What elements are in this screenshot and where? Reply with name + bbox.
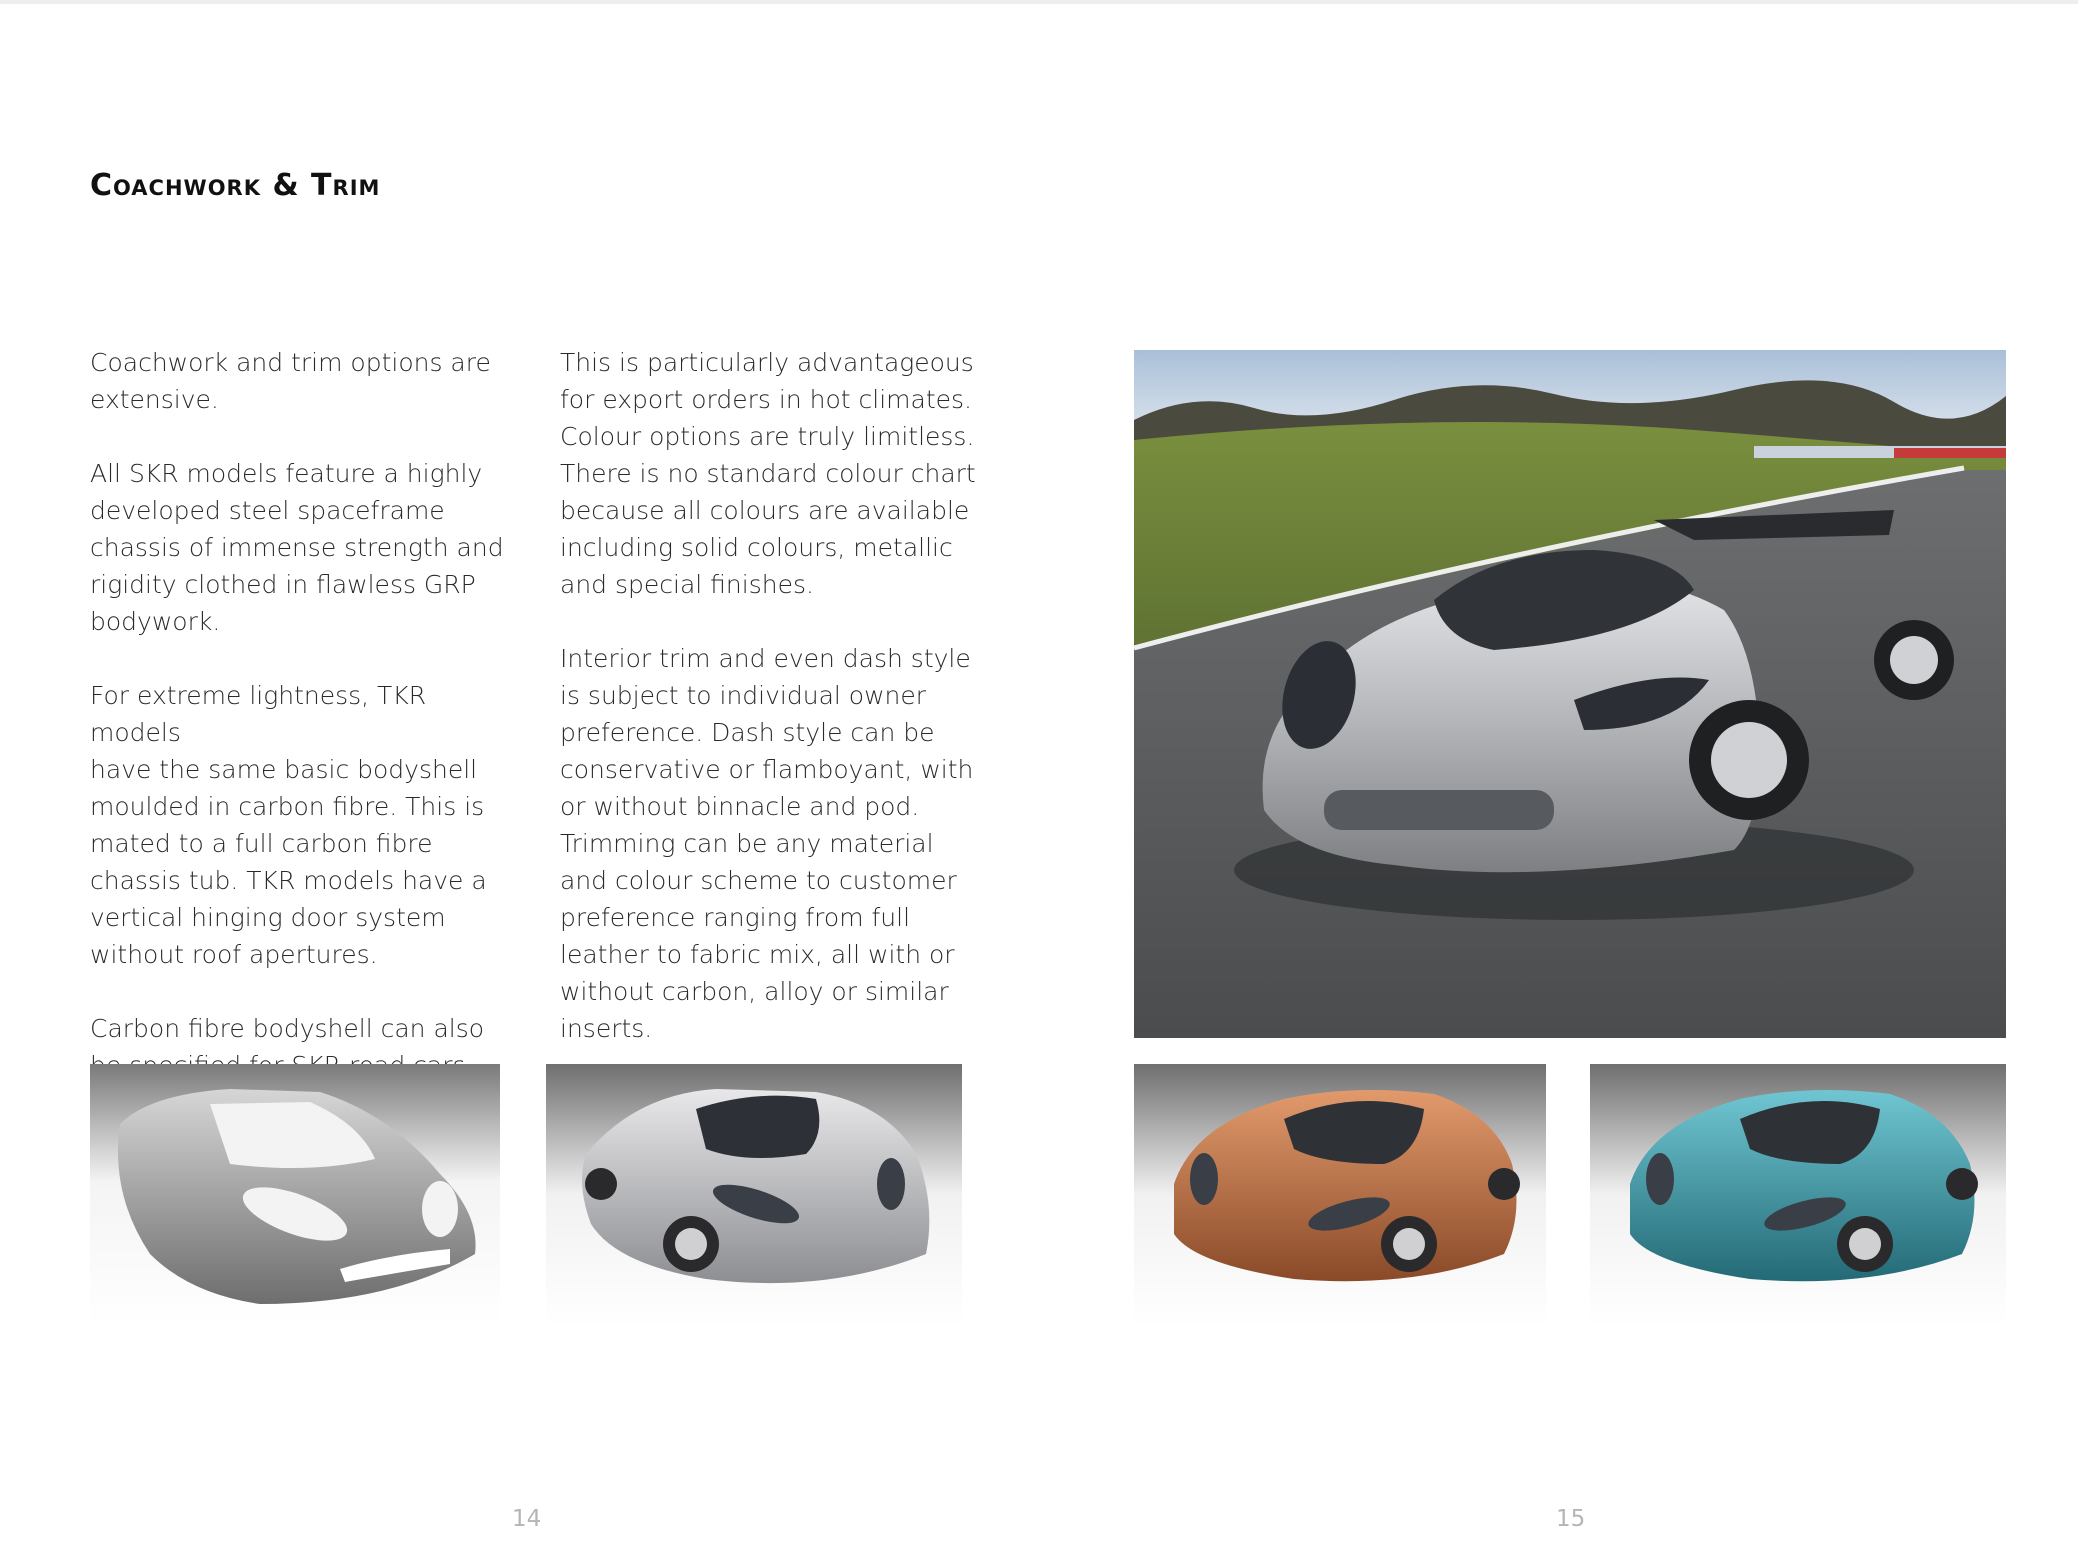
paragraph: This is particularly advantageous for export orders in hot climates. Colour options are truly limitless. There is no standard colour chart because all colours are available including solid colours, metallic and special finishes. bbox=[560, 348, 976, 599]
paragraph: All SKR models feature a highly developed steel spaceframe chassis of immense strength and rigidity clothed in flawless GRP bodywork. bbox=[90, 459, 504, 636]
silver-car-render bbox=[546, 1064, 962, 1326]
page-number-left: 14 bbox=[512, 1506, 542, 1532]
paragraph: Interior trim and even dash style is subject to individual owner preference. Dash style can be conservative or flamboyant, with or without binnacle and pod. Trimming can be any material and colour scheme to customer preference ranging from full leather to fabric mix, all with or without carbon, alloy or similar inserts. bbox=[560, 644, 974, 1043]
hero-car-photo bbox=[1134, 350, 2006, 1038]
page-number-right: 15 bbox=[1556, 1506, 1586, 1532]
bodyshell-render bbox=[90, 1064, 500, 1326]
copper-car-render bbox=[1134, 1064, 1546, 1326]
paragraph: For extreme lightness, TKR models have the same basic bodyshell moulded in carbon fibre. This is mated to a full carbon fibre chassis tub. TKR models have a vertical hinging door system without roof apertures. bbox=[90, 681, 487, 969]
middle-text-column bbox=[560, 344, 990, 1084]
page-heading: Coachwork & Trim bbox=[90, 168, 381, 203]
teal-car-render bbox=[1590, 1064, 2006, 1326]
top-rule bbox=[0, 0, 2078, 4]
paragraph: Coachwork and trim options are extensive. bbox=[90, 348, 491, 414]
paragraph: Carbon fibre bodyshell can also bbox=[90, 1014, 485, 1043]
left-text-column bbox=[90, 344, 520, 1121]
